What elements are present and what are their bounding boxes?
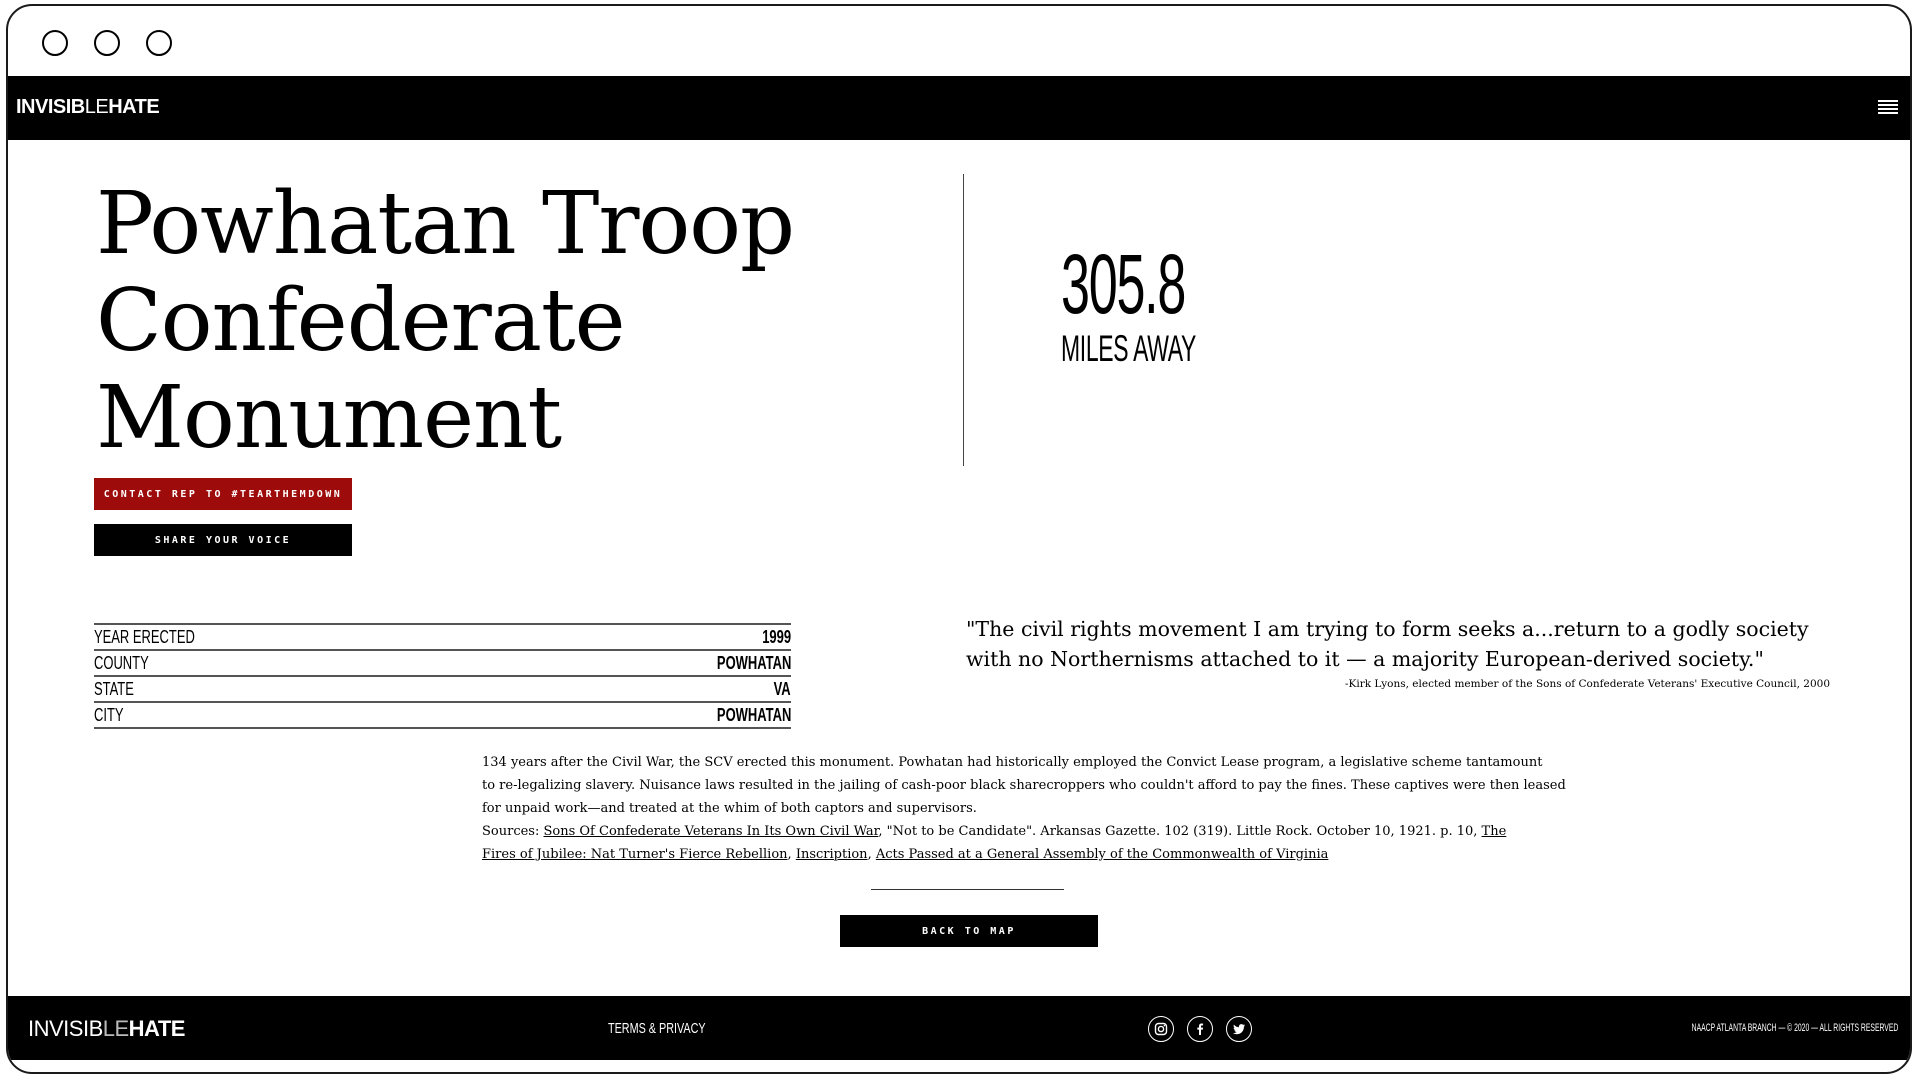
fact-row-city [94, 701, 791, 729]
pull-quote: "The civil rights movement I am trying to form seeks a...return to a godly society with no Northernisms attached to it — a majority European-derived society." [966, 617, 1809, 671]
distance-label: MILES AWAY [1061, 328, 1197, 369]
fact-value: VA [773, 678, 791, 699]
description-line: for unpaid work—and treated at the whim of both captors and supervisors. [482, 801, 977, 816]
fact-value: 1999 [762, 626, 791, 647]
fact-value: POWHATAN [716, 652, 791, 673]
monument-description [482, 751, 1566, 866]
twitter-icon[interactable] [1226, 1016, 1252, 1042]
back-to-map-button[interactable]: BACK TO MAP [840, 915, 1098, 947]
fact-row-year [94, 623, 791, 649]
sources-separator: , [787, 847, 796, 862]
footer-logo-text-a: INVISIB [28, 1016, 103, 1041]
distance-value: 305.8 [1061, 237, 1186, 331]
terms-privacy-link[interactable]: TERMS & PRIVACY [608, 1020, 706, 1037]
facts-table [94, 623, 791, 729]
window-minimize-dot[interactable] [94, 30, 120, 56]
source-link-scv[interactable]: Sons Of Confederate Veterans In Its Own Civil War [543, 824, 879, 839]
section-divider [871, 889, 1064, 890]
source-link-inscription[interactable]: Inscription [795, 847, 868, 862]
description-line: to re-legalizing slavery. Nuisance laws resulted in the jailing of cash-poor black sharecroppers who couldn't afford to pay the fines. These captives were then leased [482, 778, 1566, 793]
fact-value: POWHATAN [716, 704, 791, 725]
window-maximize-dot[interactable] [146, 30, 172, 56]
window-chrome [8, 6, 1910, 76]
window-close-dot[interactable] [42, 30, 68, 56]
logo-text-a: INVISIB [16, 96, 85, 118]
sources-separator: , [867, 847, 876, 862]
footer-logo[interactable] [28, 1016, 185, 1042]
vertical-divider [963, 174, 964, 466]
contact-rep-button[interactable]: CONTACT REP TO #TEARTHEMDOWN [94, 478, 352, 510]
site-footer [8, 996, 1910, 1060]
description-line: 134 years after the Civil War, the SCV erected this monument. Powhatan had historically employed the Convict Lease program, a legislative scheme tantamount [482, 755, 1543, 770]
fact-row-state [94, 675, 791, 701]
share-voice-button[interactable]: SHARE YOUR VOICE [94, 524, 352, 556]
footer-logo-text-c: HATE [128, 1016, 185, 1041]
site-logo[interactable] [16, 96, 159, 119]
fact-label: YEAR ERECTED [94, 626, 195, 647]
logo-text-b: LE [84, 96, 109, 118]
source-link-fires-of-jubilee[interactable]: The Fires of Jubilee: Nat Turner's Fierce Rebellion [482, 824, 1507, 862]
quote-attribution: -Kirk Lyons, elected member of the Sons of Confederate Veterans' Executive Council, 2000 [1344, 678, 1830, 690]
sources-text: , "Not to be Candidate". Arkansas Gazette. 102 (319). Little Rock. October 10, 1921. p. 10, [878, 824, 1482, 839]
source-link-acts-passed[interactable]: Acts Passed at a General Assembly of the Commonwealth of Virginia [875, 847, 1329, 862]
sources-prefix: Sources: [482, 824, 544, 839]
fact-label: COUNTY [94, 652, 149, 673]
hamburger-menu-icon[interactable] [1878, 100, 1898, 114]
fact-label: CITY [94, 704, 124, 725]
facebook-icon[interactable] [1187, 1016, 1213, 1042]
browser-window [6, 4, 1912, 1074]
fact-row-county [94, 649, 791, 675]
top-navbar [8, 76, 1910, 140]
instagram-icon[interactable] [1148, 1016, 1174, 1042]
fact-label: STATE [94, 678, 134, 699]
logo-text-c: HATE [108, 96, 160, 118]
footer-logo-text-b: LE [102, 1016, 129, 1041]
copyright-text: NAACP ATLANTA BRANCH — © 2020 — ALL RIGHTS RESERVED [1691, 1022, 1898, 1034]
page-title: Powhatan Troop Confederate Monument [96, 174, 795, 468]
